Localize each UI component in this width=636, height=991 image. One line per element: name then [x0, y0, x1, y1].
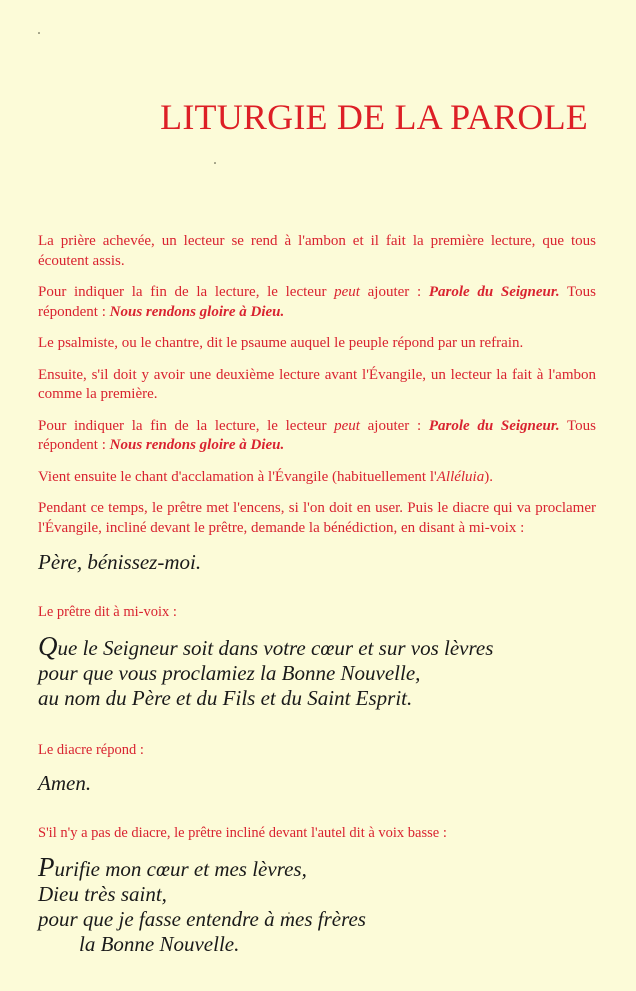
prayer-line: Dieu très saint, — [38, 881, 167, 906]
text-body — [38, 232, 596, 987]
prayer-line — [38, 851, 596, 882]
prayer-amen: Amen. — [38, 771, 92, 795]
rubric-incense: Pendant ce temps, le prêtre met l'encens, si l'on doit en user. Puis le diacre qui va proclamer l'Évangile, incliné devant le prêtre, demande la bénédiction, en disant à mi-voix : — [38, 500, 596, 536]
prayer-line: pour que je fasse entendre à mes frères — [38, 906, 366, 931]
acclamation-text: Parole du Seigneur. — [428, 284, 560, 300]
rubric-text: ajouter : — [359, 284, 429, 300]
alleluia-text: Alléluia — [436, 468, 485, 485]
rubric-gospel-acclamation — [38, 468, 596, 488]
prayer-purify — [38, 851, 596, 957]
response-text: Nous rendons gloire à Dieu. — [109, 437, 285, 453]
speck — [214, 162, 216, 164]
rubric-text: Tous répondent : — [38, 417, 597, 453]
rubric-psalm: Le psalmiste, ou le chantre, dit le psaume auquel le peuple répond par un refrain. — [38, 335, 524, 351]
rubric-text: Tous répondent : — [38, 284, 597, 320]
prayer-deacon-blessing-request: Père, bénissez-moi. — [38, 550, 202, 574]
acclamation-text: Parole du Seigneur. — [428, 417, 560, 434]
prayer-priest-blessing — [38, 630, 596, 711]
prayer-line: pour que vous proclamiez la Bonne Nouvelle, — [38, 660, 421, 685]
response-text: Nous rendons gloire à Dieu. — [109, 303, 285, 320]
prayer-line: la Bonne Nouvelle. — [79, 931, 240, 956]
rubric-first-reading: La prière achevée, un lecteur se rend à l'ambon et il fait la première lecture, que tous écoutent assis. — [38, 233, 596, 269]
drop-cap: P — [38, 851, 55, 882]
rubric-text: ajouter : — [359, 417, 429, 434]
rubric-second-reading: Ensuite, s'il doit y avoir une deuxième lecture avant l'Évangile, un lecteur la fait à l'ambon comme la première. — [38, 366, 596, 402]
margin-mark — [38, 32, 40, 34]
drop-cap: Q — [38, 630, 58, 661]
rubric-emphasis: peut — [334, 284, 360, 300]
rubric-emphasis: peut — [334, 417, 360, 434]
rubric-text: ). — [484, 468, 493, 485]
prayer-line-text: urifie mon cœur et mes lèvres, — [54, 856, 307, 881]
prayer-line: au nom du Père et du Fils et du Saint Esprit. — [38, 685, 413, 710]
rubric-deacon-answers: Le diacre répond : — [38, 741, 144, 758]
rubric-end-second-reading — [38, 417, 596, 456]
page-title: LITURGIE DE LA PAROLE — [160, 97, 588, 137]
rubric-text: Vient ensuite le chant d'acclamation à l'Évangile (habituellement l' — [38, 468, 437, 485]
rubric-end-first-reading — [38, 283, 596, 322]
prayer-line — [38, 630, 596, 661]
rubric-priest-says: Le prêtre dit à mi-voix : — [38, 604, 177, 620]
prayer-line-text: ue le Seigneur soit dans votre cœur et sur vos lèvres — [57, 635, 494, 660]
rubric-text: Pour indiquer la fin de la lecture, le lecteur — [38, 284, 335, 300]
rubric-no-deacon: S'il n'y a pas de diacre, le prêtre incliné devant l'autel dit à voix basse : — [38, 825, 447, 841]
rubric-text: Pour indiquer la fin de la lecture, le lecteur — [38, 417, 335, 434]
